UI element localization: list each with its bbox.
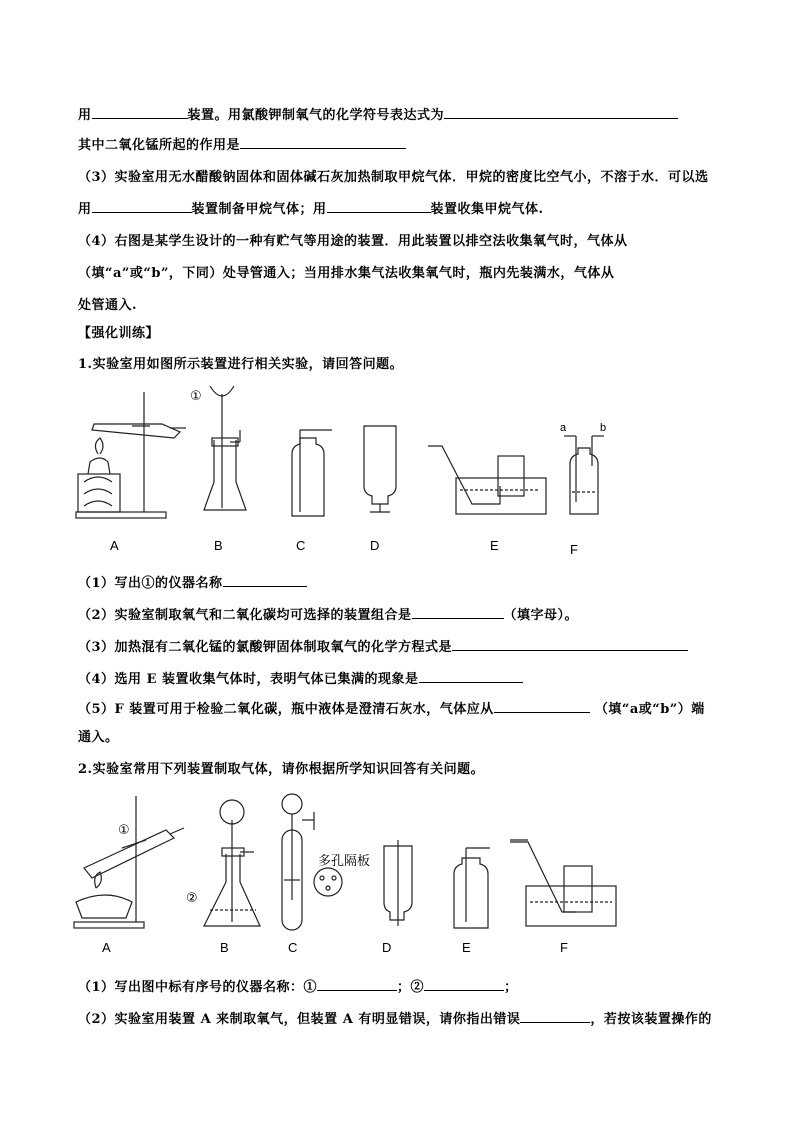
text: （填“a或“b”）端 <box>594 702 705 717</box>
text-line-6 <box>78 264 614 284</box>
marker-1: ① <box>118 822 130 837</box>
text: 装置。用氯酸钾制氧气的化学符号表达式为 <box>187 108 445 123</box>
answer-blank[interactable] <box>240 134 406 149</box>
text-line-5 <box>78 232 628 252</box>
apparatus-f-icon <box>510 840 616 926</box>
label-b: B <box>220 940 229 955</box>
text: ； <box>504 980 518 995</box>
question-1-part-1 <box>78 572 307 594</box>
text: （填字母）。 <box>503 608 579 623</box>
text: （填“a”或“b”，下同）处导管通入；当用排水集气法收集氧气时，瓶内先装满水，气体从 <box>78 266 615 281</box>
answer-blank[interactable] <box>92 198 192 213</box>
text: （2）实验室用装置 A 来制取氧气，但装置 A 有明显错误，请你指出错误 <box>78 1012 521 1027</box>
apparatus-b-icon <box>204 800 260 926</box>
text: 通入。 <box>78 730 119 745</box>
text-line-1 <box>78 104 678 126</box>
answer-blank[interactable] <box>444 104 678 119</box>
label-f: F <box>560 940 568 955</box>
pipe-b-label: b <box>600 422 607 434</box>
text: （3）实验室用无水醋酸钠固体和固体碱石灰加热制取甲烷气体．甲烷的密度比空气小，不溶于水．可以选 <box>78 170 709 185</box>
label-b: B <box>214 538 223 553</box>
text: （5）F 装置可用于检验二氧化碳，瓶中液体是澄清石灰水，气体应从 <box>78 702 494 717</box>
marker-2: ② <box>186 890 198 905</box>
answer-blank[interactable] <box>92 104 188 119</box>
text: 1.实验室用如图所示装置进行相关实验，请回答问题。 <box>78 357 404 372</box>
marker-1: ① <box>190 388 202 403</box>
text: 装置收集甲烷气体. <box>430 202 544 217</box>
label-d: D <box>382 940 392 955</box>
text: ；② <box>397 980 425 995</box>
answer-blank[interactable] <box>424 976 504 991</box>
text-line-7 <box>78 296 137 316</box>
answer-blank[interactable] <box>419 668 523 683</box>
apparatus-c-icon <box>292 430 332 516</box>
question-1-part-2 <box>78 604 578 626</box>
answer-blank[interactable] <box>223 572 307 587</box>
question-1-part-4 <box>78 668 523 690</box>
figure-2 <box>70 790 630 960</box>
question-1 <box>78 355 403 375</box>
label-c: C <box>288 940 298 955</box>
question-2 <box>78 760 484 780</box>
figure-1 <box>70 382 630 562</box>
answer-blank[interactable] <box>412 604 504 619</box>
text: 处管通入. <box>78 298 138 313</box>
text: （1）写出图中标有序号的仪器名称：① <box>78 980 318 995</box>
apparatus-figure-1 <box>70 382 630 562</box>
label-d: D <box>370 538 380 553</box>
text-line-4 <box>78 198 544 220</box>
text: （1）写出①的仪器名称 <box>78 576 223 591</box>
apparatus-d-icon <box>364 426 396 512</box>
text: ，若按该装置操作的 <box>590 1012 712 1027</box>
text: （3）加热混有二氧化锰的氯酸钾固体制取氧气的化学方程式是 <box>78 640 453 655</box>
answer-blank[interactable] <box>494 698 590 713</box>
answer-blank[interactable] <box>317 976 397 991</box>
apparatus-e-icon <box>454 848 490 928</box>
apparatus-d-icon <box>384 840 412 926</box>
apparatus-a-icon <box>74 796 184 928</box>
section-title <box>78 324 159 344</box>
question-2-part-2 <box>78 1008 712 1030</box>
text: 装置制备甲烷气体；用 <box>191 202 327 217</box>
apparatus-a-icon <box>76 392 186 518</box>
label-e: E <box>462 940 471 955</box>
label-e: E <box>490 538 499 553</box>
label-c: C <box>296 538 306 553</box>
text: 用 <box>78 108 92 123</box>
label-a: A <box>102 940 111 955</box>
apparatus-figure-2 <box>70 790 630 960</box>
text: 其中二氧化锰所起的作用是 <box>78 138 241 153</box>
question-1-part-3 <box>78 636 688 658</box>
question-1-part-5 <box>78 698 705 720</box>
answer-blank[interactable] <box>520 1008 590 1023</box>
text: （2）实验室制取氧气和二氧化碳均可选择的装置组合是 <box>78 608 412 623</box>
text-line-3 <box>78 168 709 188</box>
question-2-part-1 <box>78 976 518 998</box>
label-a: A <box>110 538 119 553</box>
label-f: F <box>570 542 578 557</box>
text: （4）右图是某学生设计的一种有贮气等用途的装置．用此装置以排空法收集氧气时，气体从 <box>78 234 628 249</box>
answer-blank[interactable] <box>452 636 688 651</box>
apparatus-f-icon <box>564 436 604 514</box>
question-1-part-5-cont <box>78 728 119 748</box>
text: 【强化训练】 <box>78 326 160 341</box>
text-line-2 <box>78 134 406 156</box>
apparatus-e-icon <box>428 446 546 514</box>
apparatus-b-icon <box>204 386 246 510</box>
text: （4）选用 E 装置收集气体时，表明气体已集满的现象是 <box>78 672 419 687</box>
pipe-a-label: a <box>560 422 567 434</box>
text: 2.实验室常用下列装置制取气体，请你根据所学知识回答有关问题。 <box>78 762 485 777</box>
porous-plate-label: 多孔隔板 <box>318 853 371 868</box>
answer-blank[interactable] <box>327 198 431 213</box>
text: 用 <box>78 202 92 217</box>
